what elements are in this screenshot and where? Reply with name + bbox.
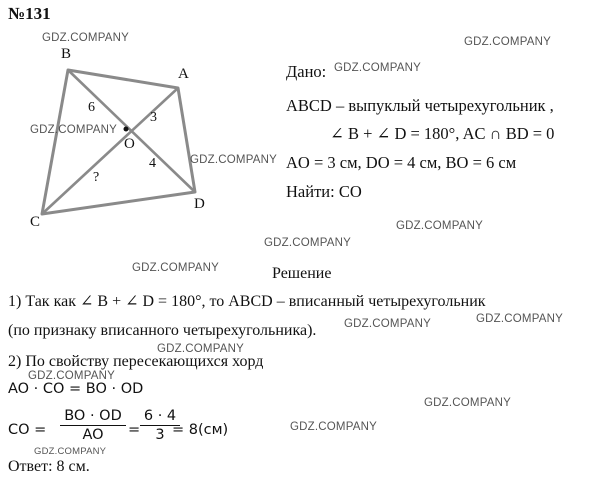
watermark: GDZ.COMPANY bbox=[30, 124, 117, 136]
watermark: GDZ.COMPANY bbox=[290, 421, 377, 433]
problem-number: №131 bbox=[8, 4, 51, 23]
watermark: GDZ.COMPANY bbox=[334, 62, 421, 74]
watermark: GDZ.COMPANY bbox=[424, 397, 511, 409]
vertex-a-label: A bbox=[178, 66, 189, 82]
watermark: GDZ.COMPANY bbox=[264, 237, 351, 249]
watermark: GDZ.COMPANY bbox=[42, 32, 129, 44]
watermark: GDZ.COMPANY bbox=[344, 318, 431, 330]
watermark: GDZ.COMPANY bbox=[190, 154, 277, 166]
watermark: GDZ.COMPANY bbox=[476, 313, 563, 325]
watermark: GDZ.COMPANY bbox=[28, 370, 115, 382]
solution-step-1a: 1) Так как ∠ B + ∠ D = 180°, то ABCD – вписанный четырехугольник bbox=[8, 293, 486, 310]
vertex-b-label: B bbox=[61, 46, 72, 62]
vertex-d-label: D bbox=[194, 196, 205, 212]
fraction-2-denominator: 3 bbox=[155, 427, 165, 443]
segment-od-label: 4 bbox=[149, 156, 156, 171]
watermark: GDZ.COMPANY bbox=[157, 343, 244, 355]
watermark: GDZ.COMPANY bbox=[396, 220, 483, 232]
find-line: Найти: CO bbox=[286, 182, 362, 201]
point-o bbox=[124, 127, 129, 132]
segment-co-label: ? bbox=[93, 170, 100, 185]
vertex-c-label: C bbox=[30, 214, 41, 230]
given-line-2: ∠ B + ∠ D = 180°, AC ∩ BD = 0 bbox=[330, 124, 555, 143]
solution-step-2: 2) По свойству пересекающихся хорд bbox=[8, 353, 264, 370]
given-line-3: AO = 3 см, DO = 4 см, BO = 6 см bbox=[286, 153, 517, 172]
segment-bo-label: 6 bbox=[88, 100, 95, 115]
segment-ao-label: 3 bbox=[150, 110, 157, 125]
fraction-bo-od-over-ao bbox=[60, 408, 126, 443]
fraction-2-numerator: 6 · 4 bbox=[143, 408, 177, 424]
fraction-1-numerator: BO · OD bbox=[64, 408, 122, 424]
answer-line: Ответ: 8 см. bbox=[8, 458, 90, 475]
formula-equals: = bbox=[128, 422, 141, 438]
solution-heading: Решение bbox=[272, 265, 332, 282]
given-line-1: ABCD – выпуклый четырехугольник , bbox=[286, 96, 554, 115]
solution-step-1b: (по признаку вписанного четырехугольника). bbox=[8, 322, 317, 339]
fraction-1-bar bbox=[60, 425, 126, 426]
formula-lhs: CO = bbox=[8, 422, 47, 438]
watermark: GDZ.COMPANY bbox=[132, 262, 219, 274]
chord-equation: AO · CO = BO · OD bbox=[8, 381, 144, 397]
formula-result: = 8(см) bbox=[172, 422, 229, 438]
given-heading: Дано: bbox=[286, 62, 327, 81]
fraction-1-denominator: AO bbox=[82, 427, 104, 443]
point-o-label: O bbox=[124, 136, 135, 152]
watermark: GDZ.COMPANY bbox=[464, 36, 551, 48]
watermark: GDZ.COMPANY bbox=[34, 446, 107, 457]
